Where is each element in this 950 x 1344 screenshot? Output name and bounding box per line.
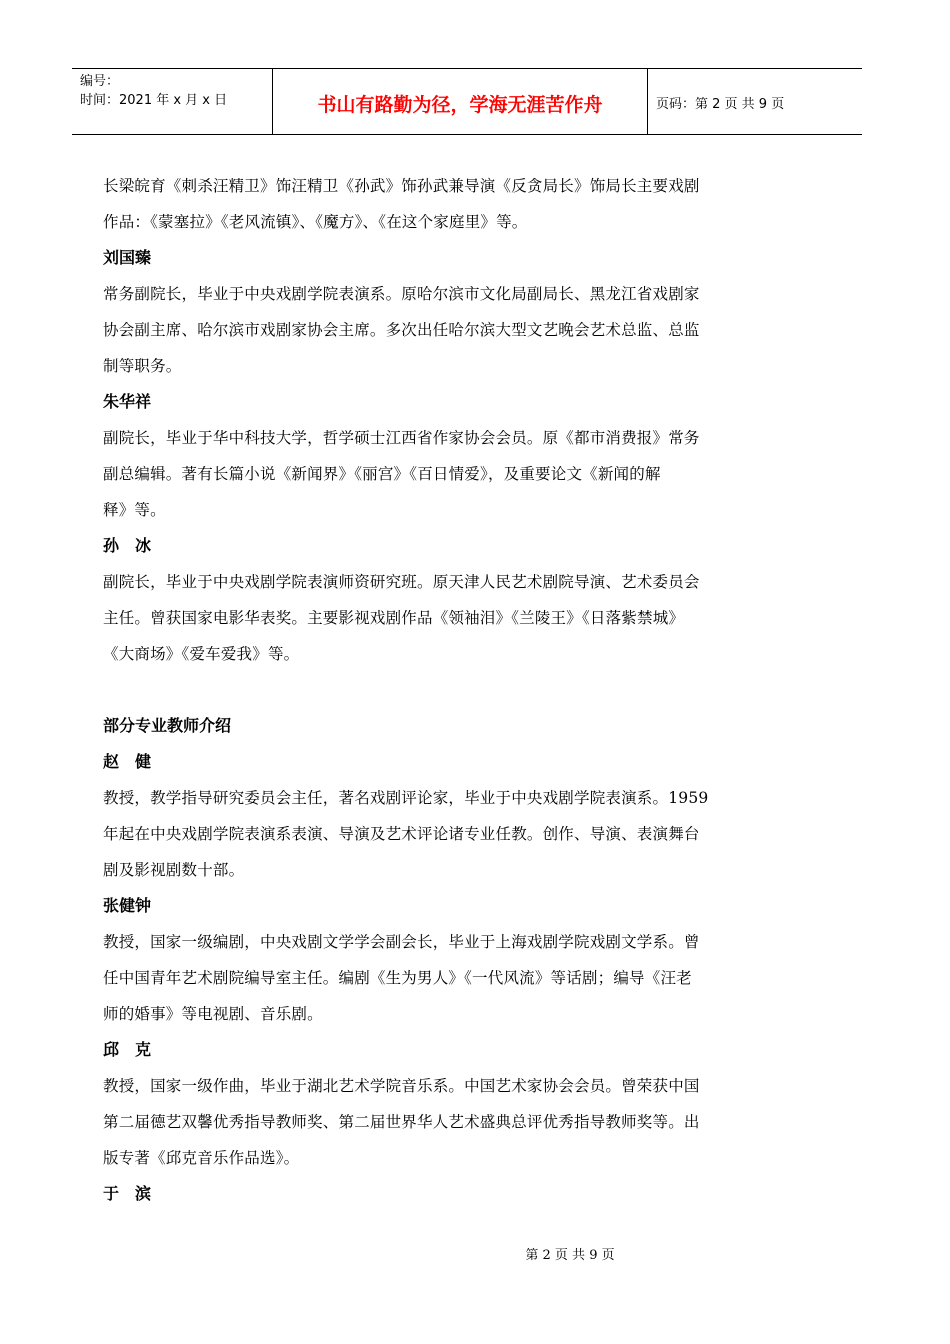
person-name: 刘国臻 <box>103 248 152 267</box>
bio-line: 年起在中央戏剧学院表演系表演、导演及艺术评论诸专业任教。创作、导演、表演舞台 <box>103 825 700 843</box>
bio-line: 《大商场》《爱车爱我》等。 <box>103 645 300 663</box>
document-number-label: 编号： <box>80 74 120 89</box>
intro-line: 长梁皖育《刺杀汪精卫》饰汪精卫《孙武》饰孙武兼导演《反贪局长》饰局长主要戏剧 <box>103 177 700 195</box>
bio-line: 师的婚事》等电视剧、音乐剧。 <box>103 1005 323 1023</box>
bio-line: 副院长，毕业于华中科技大学，哲学硕士江西省作家协会会员。原《都市消费报》常务 <box>103 429 700 447</box>
document-time-label: 时间：2021 年 x 月 x 日 <box>80 93 228 108</box>
bio-line: 任中国青年艺术剧院编导室主任。编剧《生为男人》《一代风流》等话剧；编导《汪老 <box>103 969 692 987</box>
bio-line: 教授，国家一级编剧，中央戏剧文学学会副会长，毕业于上海戏剧学院戏剧文学系。曾 <box>103 933 700 951</box>
bio-line: 常务副院长，毕业于中央戏剧学院表演系。原哈尔滨市文化局副局长、黑龙江省戏剧家 <box>103 285 700 303</box>
bio-line: 制等职务。 <box>103 357 182 375</box>
bio-line: 第二届德艺双馨优秀指导教师奖、第二届世界华人艺术盛典总评优秀指导教师奖等。出 <box>103 1113 700 1131</box>
document-header <box>72 68 862 135</box>
bio-line: 释》等。 <box>103 501 166 519</box>
page-footer: 第 2 页 共 9 页 <box>525 1248 615 1263</box>
section-title: 部分专业教师介绍 <box>103 716 232 735</box>
header-meta <box>72 69 273 134</box>
section-spacer <box>103 672 833 708</box>
bio-line: 剧及影视剧数十部。 <box>103 861 245 879</box>
bio-line: 教授，教学指导研究委员会主任，著名戏剧评论家，毕业于中央戏剧学院表演系。1959 <box>103 789 709 807</box>
document-body <box>103 168 833 1212</box>
person-name: 张健钟 <box>103 896 152 915</box>
bio-line: 版专著《邱克音乐作品选》。 <box>103 1149 300 1167</box>
person-name: 邱 克 <box>103 1040 152 1059</box>
header-page-info: 页码：第 2 页 共 9 页 <box>656 97 785 112</box>
person-name: 赵 健 <box>103 752 152 771</box>
bio-line: 副院长，毕业于中央戏剧学院表演师资研究班。原天津人民艺术剧院导演、艺术委员会 <box>103 573 700 591</box>
header-motto: 书山有路勤为径，学海无涯苦作舟 <box>273 69 648 134</box>
bio-line: 教授，国家一级作曲，毕业于湖北艺术学院音乐系。中国艺术家协会会员。曾荣获中国 <box>103 1077 700 1095</box>
bio-line: 副总编辑。著有长篇小说《新闻界》《丽宫》《百日情爱》，及重要论文《新闻的解 <box>103 465 661 483</box>
intro-line: 作品：《蒙塞拉》《老风流镇》、《魔方》、《在这个家庭里》等。 <box>103 213 528 231</box>
bio-line: 主任。曾获国家电影华表奖。主要影视戏剧作品《领袖泪》《兰陵王》《日落紫禁城》 <box>103 609 685 627</box>
person-name: 孙 冰 <box>103 536 152 555</box>
person-name: 朱华祥 <box>103 392 152 411</box>
person-name: 于 滨 <box>103 1184 152 1203</box>
bio-line: 协会副主席、哈尔滨市戏剧家协会主席。多次出任哈尔滨大型文艺晚会艺术总监、总监 <box>103 321 700 339</box>
